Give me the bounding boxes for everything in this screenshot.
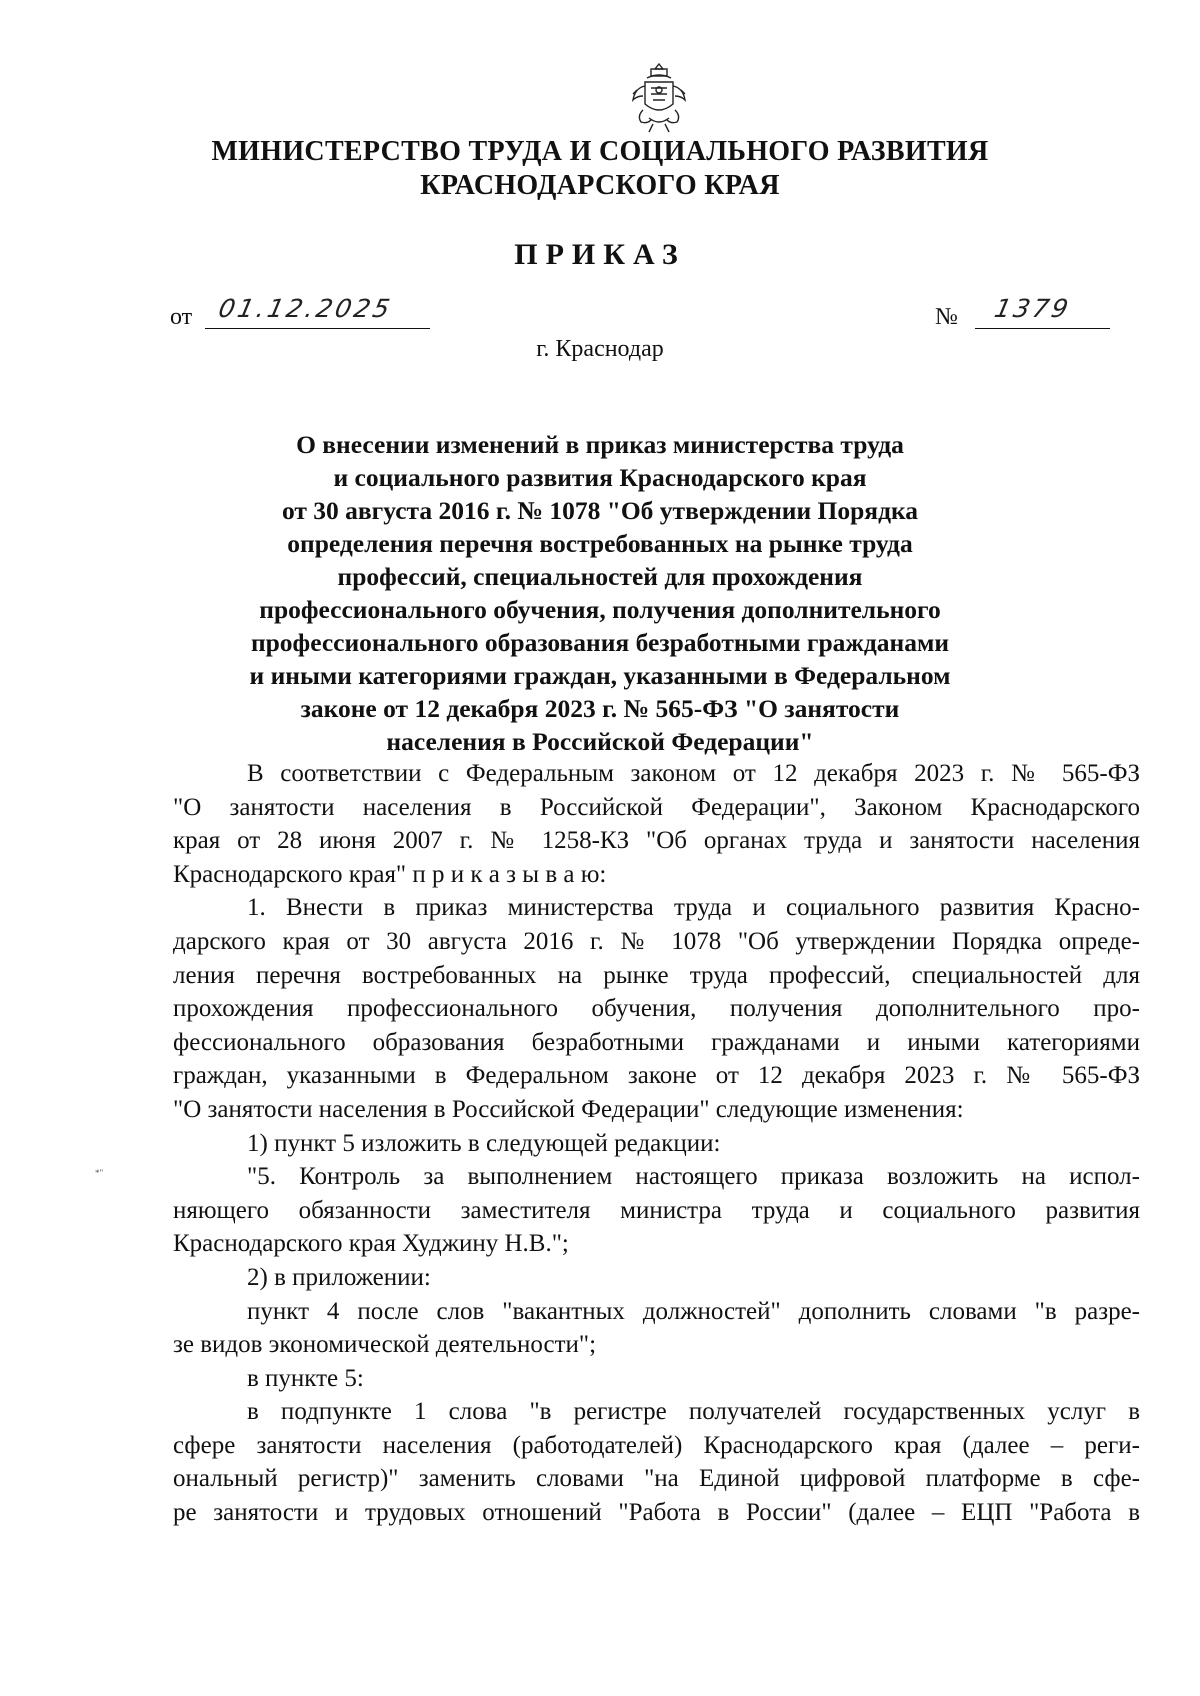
body-line: ления перечня востребованных на рынке труда профессий, специальностей для: [173, 961, 1140, 989]
number-label: №: [935, 304, 958, 330]
body-line: ональный регистр)" заменить словами "на Единой цифровой платформе в сфе-: [173, 1465, 1140, 1493]
date-field: [205, 292, 430, 329]
body-line: 2) в приложении:: [247, 1263, 431, 1291]
body-line: "5. Контроль за выполнением настоящего приказа возложить на испол-: [247, 1163, 1140, 1191]
body-line: в пункте 5:: [247, 1364, 364, 1392]
order-title: [190, 428, 1010, 758]
body-line: Краснодарского края" п р и к а з ы в а ю:: [173, 860, 607, 888]
body-line: края от 28 июня 2007 г. № 1258-КЗ "Об органах труда и занятости населения: [173, 827, 1140, 855]
title-line: и иными категориями граждан, указанными в Федеральном: [249, 661, 951, 690]
number-value: 1379: [991, 294, 1074, 323]
body-line: "О занятости населения в Российской Федерации", Законом Краснодарского: [173, 793, 1140, 821]
title-line: профессионального образования безработными гражданами: [250, 628, 950, 657]
title-line: О внесении изменений в приказ министерства труда: [296, 430, 904, 459]
title-line: и социального развития Краснодарского края: [333, 463, 867, 492]
body-line: В соответствии с Федеральным законом от 12 декабря 2023 г. № 565-ФЗ: [247, 760, 1140, 787]
document-type: ПРИКАЗ: [514, 238, 686, 271]
body-line: граждан, указанными в Федеральном законе от 12 декабря 2023 г. № 565-ФЗ: [173, 1062, 1140, 1090]
date-label: от: [170, 304, 193, 330]
order-body: [173, 757, 1140, 1530]
body-line: сфере занятости населения (работодателей) Краснодарского края (далее – реги-: [173, 1431, 1140, 1459]
body-line: в подпункте 1 слова "в регистре получателей государственных услуг в: [247, 1398, 1140, 1426]
city: г. Краснодар: [536, 336, 664, 362]
date-value: 01.12.2025: [215, 294, 396, 323]
body-line: зе видов экономической деятельности";: [173, 1331, 597, 1359]
ministry-header: [160, 135, 1040, 203]
body-line: прохождения профессионального обучения, получения дополнительного про-: [173, 995, 1140, 1023]
margin-mark: *": [95, 1168, 104, 1178]
title-line: населения в Российской Федерации": [386, 727, 814, 756]
body-line: фессионального образования безработными гражданами и иными категориями: [173, 1028, 1140, 1056]
body-line: 1. Внести в приказ министерства труда и социального развития Красно-: [247, 894, 1140, 922]
title-line: законе от 12 декабря 2023 г. № 565-ФЗ "О занятости: [300, 694, 900, 723]
ministry-name-line1: МИНИСТЕРСТВО ТРУДА И СОЦИАЛЬНОГО РАЗВИТИЯ: [211, 136, 989, 167]
ministry-name-line2: КРАСНОДАРСКОГО КРАЯ: [420, 170, 780, 201]
title-line: профессий, специальностей для прохождения: [337, 562, 863, 591]
body-line: Краснодарского края Худжину Н.В.";: [173, 1230, 569, 1258]
body-line: няющего обязанности заместителя министра труда и социального развития: [173, 1196, 1140, 1224]
coat-of-arms-icon: [627, 60, 691, 136]
title-line: от 30 августа 2016 г. № 1078 "Об утверждении Порядка: [281, 496, 919, 525]
body-line: "О занятости населения в Российской Федерации" следующие изменения:: [173, 1095, 964, 1123]
body-line: 1) пункт 5 изложить в следующей редакции:: [247, 1129, 721, 1157]
body-line: дарского края от 30 августа 2016 г. № 1078 "Об утверждении Порядка опреде-: [173, 927, 1140, 955]
body-line: ре занятости и трудовых отношений "Работа в России" (далее – ЕЦП "Работа в: [173, 1499, 1140, 1527]
body-line: пункт 4 после слов "вакантных должностей" дополнить словами "в разре-: [247, 1297, 1140, 1325]
title-line: определения перечня востребованных на рынке труда: [287, 529, 913, 558]
title-line: профессионального обучения, получения дополнительного: [259, 595, 941, 624]
number-field: [975, 292, 1110, 329]
